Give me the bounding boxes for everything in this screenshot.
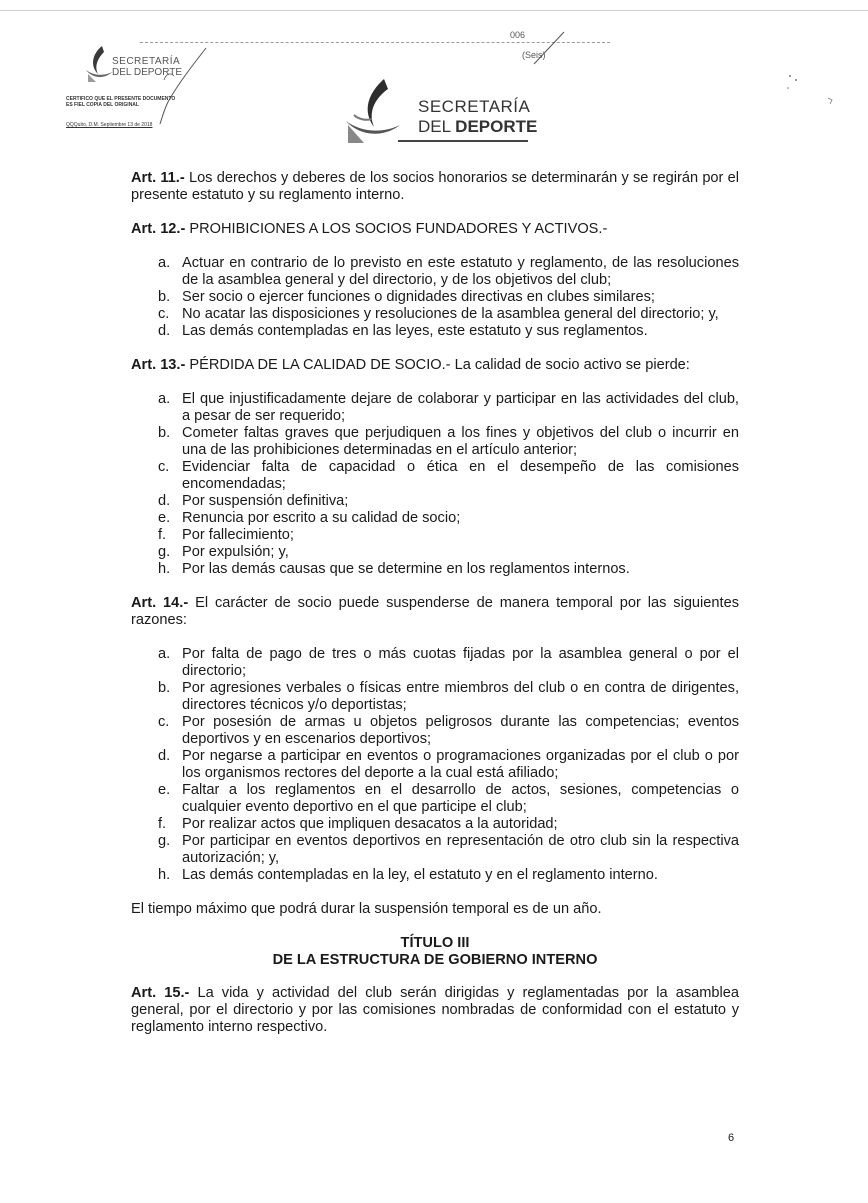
scan-top-edge — [0, 10, 868, 11]
article-12-list — [131, 255, 739, 340]
list-item-text: Por agresiones verbales o físicas entre miembros del club o en contra de dirigentes, directores técnicos y/o deportistas; — [182, 680, 739, 713]
list-letter: b. — [158, 425, 171, 441]
list-letter: c. — [158, 306, 170, 322]
list-item — [150, 833, 739, 867]
list-item — [150, 816, 739, 833]
list-item — [150, 510, 739, 527]
logo-name-line2 — [418, 117, 537, 137]
article-text: Los derechos y deberes de los socios honorarios se determinarán y se regirán por el presente estatuto y su reglamento interno. — [131, 170, 740, 203]
stamp-name-line2: DEL DEPORTE — [112, 67, 183, 78]
article-label: Art. 13.- — [131, 357, 186, 373]
article-13-list — [131, 391, 739, 578]
list-item-text: Por posesión de armas u objetos peligrosos durante las competencias; eventos deportivos y en escenarios deportivos; — [182, 714, 739, 747]
list-letter: h. — [158, 867, 171, 883]
list-item-text: Por realizar actos que impliquen desacatos a la autoridad; — [182, 816, 558, 832]
list-item — [150, 544, 739, 561]
logo-underline — [398, 140, 528, 142]
list-item — [150, 289, 739, 306]
list-item — [150, 391, 739, 425]
list-item — [150, 714, 739, 748]
list-item — [150, 680, 739, 714]
list-item-text: Por suspensión definitiva; — [182, 493, 349, 509]
list-item — [150, 493, 739, 510]
title-iii-name: DE LA ESTRUCTURA DE GOBIERNO INTERNO — [272, 952, 598, 968]
list-item-text: Por las demás causas que se determine en los reglamentos internos. — [182, 561, 630, 577]
list-letter: g. — [158, 544, 171, 560]
list-letter: f. — [158, 527, 167, 543]
logo-name-prefix: DEL — [418, 117, 456, 136]
list-letter: d. — [158, 323, 171, 339]
list-item — [150, 425, 739, 459]
list-item-text: No acatar las disposiciones y resoluciones de la asamblea general del directorio; y, — [182, 306, 719, 322]
article-13 — [131, 357, 739, 374]
list-letter: g. — [158, 833, 171, 849]
list-item — [150, 748, 739, 782]
article-label: Art. 12.- — [131, 221, 186, 237]
article-15 — [131, 985, 739, 1036]
stamp-date: QQQuito, D.M. Septiembre 13 de 2018 — [66, 122, 153, 128]
article-label: Art. 14.- — [131, 595, 189, 611]
list-item — [150, 527, 739, 544]
list-item-text: Cometer faltas graves que perjudiquen a los fines y objetivos del club o incurrir en una de las prohibiciones determinadas en el artículo anterior; — [182, 425, 739, 458]
list-letter: d. — [158, 493, 171, 509]
list-item-text: Por participar en eventos deportivos en representación de otro club sin la respectiva autorización; y, — [182, 833, 739, 866]
list-item-text: Ser socio o ejercer funciones o dignidades directivas en clubes similares; — [182, 289, 655, 305]
article-14-list — [131, 646, 739, 884]
secretaria-logo-small-icon — [84, 44, 114, 84]
article-14 — [131, 595, 739, 629]
suspension-time-limit: El tiempo máximo que podrá durar la suspensión temporal es de un año. — [131, 901, 602, 917]
list-item — [150, 782, 739, 816]
folio-slash-mark-icon — [528, 28, 568, 68]
list-letter: d. — [158, 748, 171, 764]
list-letter: a. — [158, 391, 171, 407]
article-text: PROHIBICIONES A LOS SOCIOS FUNDADORES Y ACTIVOS.- — [185, 221, 608, 237]
list-item — [150, 323, 739, 340]
list-item-text: Por negarse a participar en eventos o programaciones organizadas por el club o por los organismos rectores del deporte a la cual está afiliado; — [182, 748, 739, 781]
list-item-text: Por falta de pago de tres o más cuotas fijadas por la asamblea general o por el directorio; — [182, 646, 739, 679]
signature-stroke-icon — [144, 46, 214, 126]
article-label: Art. 15.- — [131, 985, 190, 1001]
article-11 — [131, 170, 739, 204]
scan-marks-icon — [770, 70, 850, 110]
list-item-text: Faltar a los reglamentos en el desarrollo de actos, sesiones, competencias o cualquier evento deportivo en el que participe el club; — [182, 782, 739, 815]
logo-name-line1: SECRETARÍA — [418, 97, 531, 116]
secretaria-del-deporte-logo-icon — [338, 75, 410, 147]
list-letter: b. — [158, 289, 171, 305]
list-item-text: Las demás contempladas en las leyes, este estatuto y sus reglamentos. — [182, 323, 648, 339]
list-letter: c. — [158, 714, 170, 730]
list-item-text: Las demás contempladas en la ley, el estatuto y en el reglamento interno. — [182, 867, 658, 883]
list-item — [150, 306, 739, 323]
list-item-text: Evidenciar falta de capacidad o ética en el desempeño de las comisiones encomendadas; — [182, 459, 739, 492]
list-item — [150, 459, 739, 493]
title-iii-number: TÍTULO III — [400, 935, 470, 951]
list-letter: f. — [158, 816, 167, 832]
list-letter: h. — [158, 561, 171, 577]
list-item-text: El que injustificadamente dejare de colaborar y participar en las actividades del club, a pesar de ser requerido; — [182, 391, 739, 424]
list-item — [150, 646, 739, 680]
document-body — [131, 170, 739, 1036]
article-label: Art. 11.- — [131, 170, 185, 186]
stamp-certification-text: CERTIFICO QUE EL PRESENTE DOCUMENTO ES FIEL COPIA DEL ORIGINAL — [66, 96, 176, 108]
logo-name-bold: DEPORTE — [455, 117, 538, 136]
list-letter: e. — [158, 782, 171, 798]
list-item-text: Por expulsión; y, — [182, 544, 289, 560]
article-12 — [131, 221, 739, 238]
list-item — [150, 255, 739, 289]
folio-words: (Seis) — [522, 50, 546, 60]
list-letter: b. — [158, 680, 171, 696]
folio-number: 006 — [510, 30, 526, 40]
list-letter: c. — [158, 459, 170, 475]
list-item-text: Por fallecimiento; — [182, 527, 294, 543]
list-item-text: Renuncia por escrito a su calidad de socio; — [182, 510, 461, 526]
article-text: PÉRDIDA DE LA CALIDAD DE SOCIO.- La calidad de socio activo se pierde: — [185, 357, 690, 373]
list-letter: a. — [158, 255, 171, 271]
list-item — [150, 561, 739, 578]
list-item — [150, 867, 739, 884]
list-letter: e. — [158, 510, 171, 526]
article-text: El carácter de socio puede suspenderse de manera temporal por las siguientes razones: — [131, 595, 739, 628]
article-text: La vida y actividad del club serán dirigidas y reglamentadas por la asamblea general, por el directorio y por las comisiones nombradas de conformidad con el estatuto y reglamento interno respectivo. — [131, 985, 740, 1035]
list-item-text: Actuar en contrario de lo previsto en este estatuto y reglamento, de las resoluciones de la asamblea general y del directorio, y de los objetivos del club; — [182, 255, 739, 288]
list-letter: a. — [158, 646, 171, 662]
stamp-name-line1: SECRETARÍA — [112, 56, 181, 67]
page-number: 6 — [728, 1132, 735, 1144]
